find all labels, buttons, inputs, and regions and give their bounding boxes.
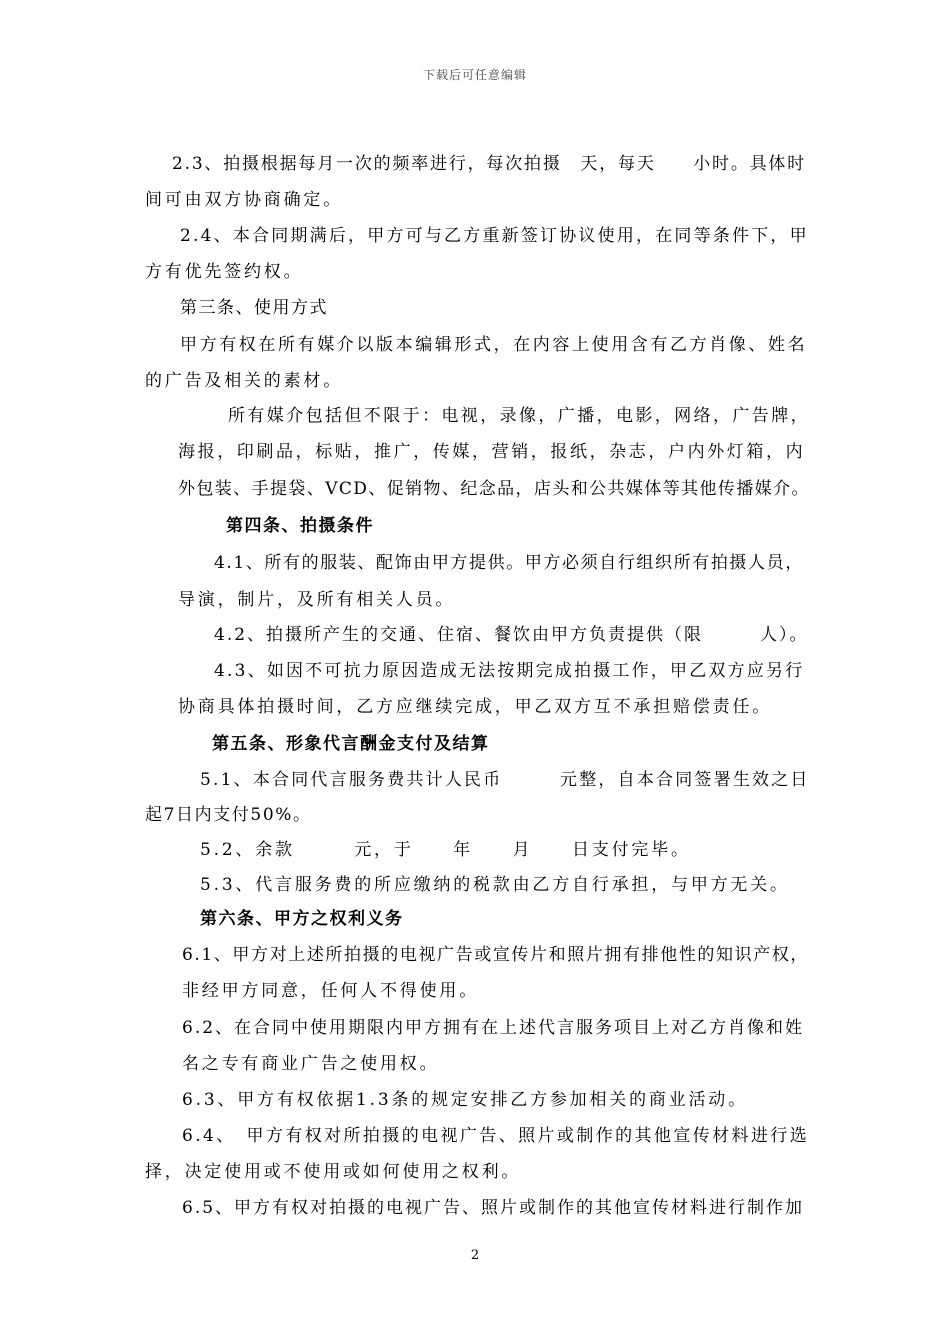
text-line: 甲方有权在所有媒介以版本编辑形式，在内容上使用含有乙方肖像、姓名 (180, 335, 808, 355)
page-header: 下载后可任意编辑 (422, 68, 527, 82)
text-line: 间可由双方协商确定。 (145, 190, 343, 210)
text-line: 协商具体拍摄时间，乙方应继续完成，甲乙双方互不承担赔偿责任。 (178, 697, 772, 717)
text-line: 5.3、代言服务费的所应缴纳的税款由乙方自行承担，与甲方无关。 (200, 875, 790, 895)
text-line: 非经甲方同意，任何人不得使用。 (182, 981, 479, 1001)
text-line: 海报，印刷品，标贴，推广，传媒，营销，报纸，杂志，户内外灯箱，内 (178, 442, 806, 462)
text-line: 6.1、甲方对上述所拍摄的电视广告或宣传片和照片拥有排他性的知识产权， (182, 945, 810, 965)
section-heading: 第五条、形象代言酬金支付及结算 (212, 734, 490, 754)
text-line: 5.2、余款 元，于 年 月 日支付完毕。 (200, 840, 691, 860)
section-heading: 第四条、拍摄条件 (226, 516, 374, 536)
text-line: 6.5、甲方有权对拍摄的电视广告、照片或制作的其他宣传材料进行制作加 (182, 1198, 805, 1218)
text-line: 5.1、本合同代言服务费共计人民币 元整，自本合同签署生效之日 (200, 770, 810, 790)
text-line: 的广告及相关的素材。 (145, 371, 343, 391)
text-line: 所有媒介包括但不限于：电视，录像，广播，电影，网络，广告牌， (228, 406, 810, 426)
text-line: 2.4、本合同期满后，甲方可与乙方重新签订协议使用，在同等条件下，甲 (180, 226, 809, 246)
text-line: 方有优先签约权。 (145, 262, 304, 282)
text-line: 导演，制片，及所有相关人员。 (178, 590, 456, 610)
text-line: 4.1、所有的服装、配饰由甲方提供。甲方必须自行组织所有拍摄人员， (214, 553, 804, 573)
text-line: 择，决定使用或不使用或如何使用之权利。 (145, 1162, 522, 1182)
text-line: 起7日内支付50%。 (145, 805, 312, 825)
text-line: 2.3、拍摄根据每月一次的频率进行，每次拍摄 天，每天 小时。具体时 (172, 154, 807, 174)
section-heading: 第三条、使用方式 (180, 298, 328, 318)
text-line: 6.2、在合同中使用期限内甲方拥有在上述代言服务项目上对乙方肖像和姓 (182, 1018, 805, 1038)
text-line: 6.3、甲方有权依据1.3条的规定安排乙方参加相关的商业活动。 (182, 1090, 748, 1110)
text-line: 4.3、如因不可抗力原因造成无法按期完成拍摄工作，甲乙双方应另行 (214, 661, 805, 681)
text-line: 外包装、手提袋、VCD、促销物、纪念品，店头和公共媒体等其他传播媒介。 (178, 479, 810, 499)
section-heading: 第六条、甲方之权利义务 (200, 909, 404, 929)
text-line: 4.2、拍摄所产生的交通、住宿、餐饮由甲方负责提供（限 人）。 (214, 625, 809, 645)
page-number: 2 (470, 1248, 480, 1263)
text-line: 6.4、 甲方有权对所拍摄的电视广告、照片或制作的其他宣传材料进行选 (182, 1126, 810, 1146)
text-line: 名之专有商业广告之使用权。 (182, 1054, 440, 1074)
